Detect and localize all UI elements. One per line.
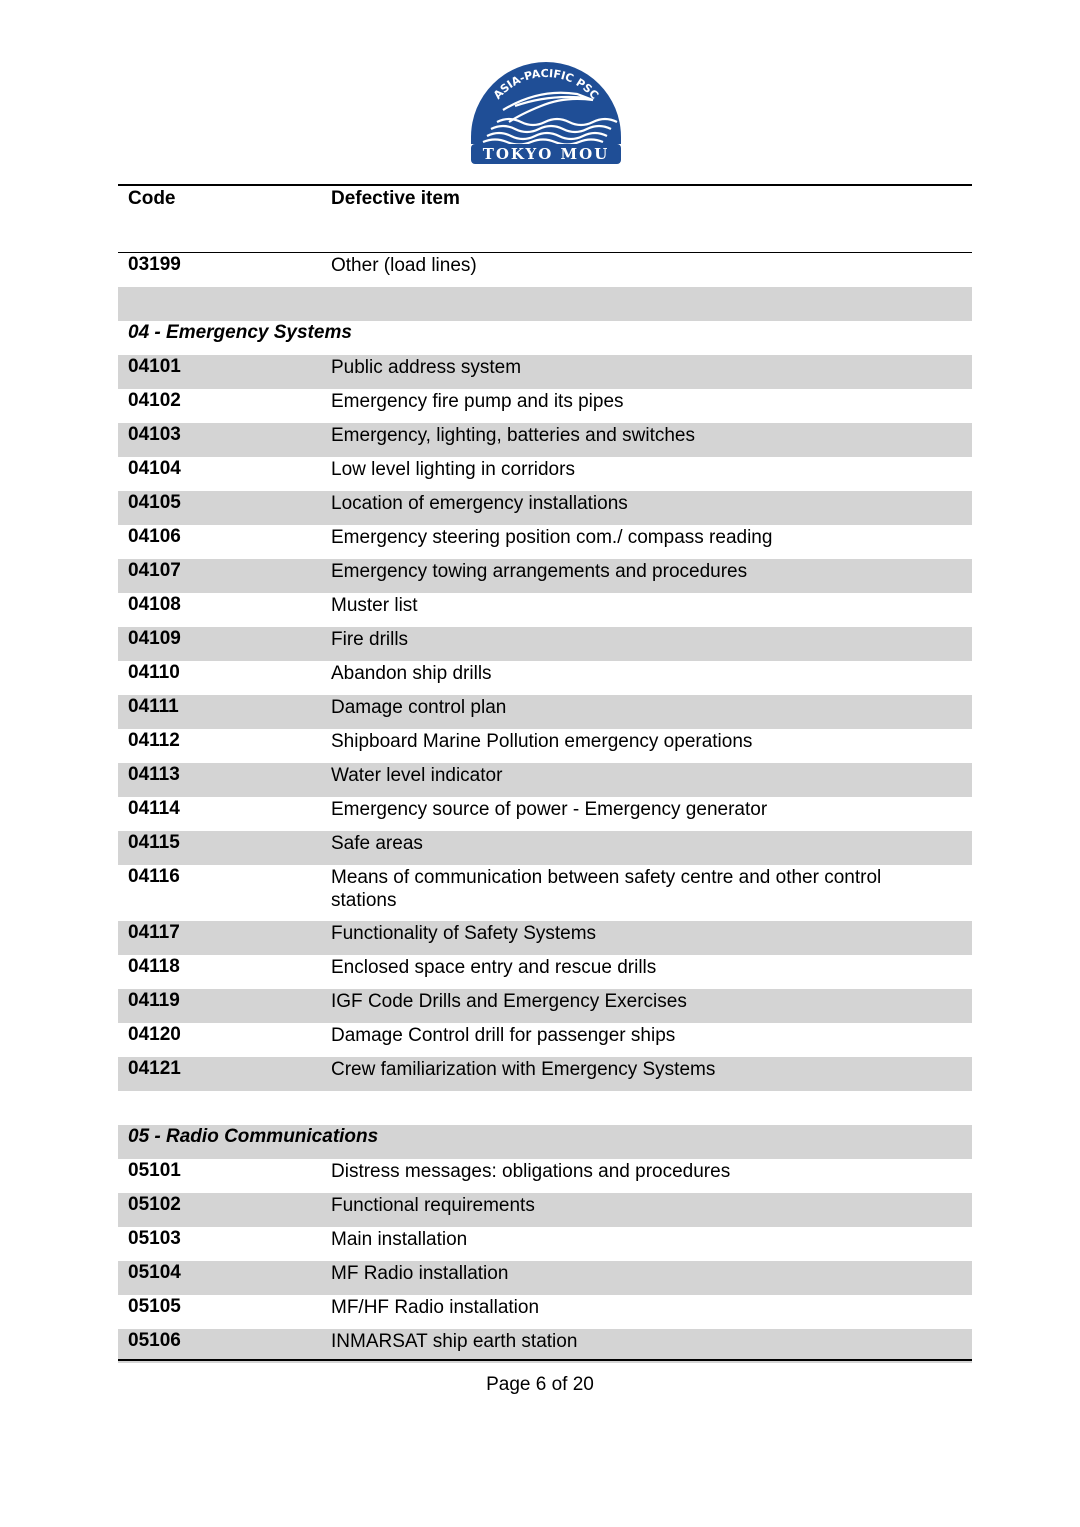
row-item: MF/HF Radio installation — [331, 1297, 540, 1318]
row-item: Functionality of Safety Systems — [331, 923, 597, 944]
table-row — [118, 627, 972, 661]
logo-band-text: TOKYO MOU — [482, 145, 610, 163]
row-item: Other (load lines) — [331, 255, 477, 276]
row-item: Location of emergency installations — [331, 493, 628, 514]
row-item: Abandon ship drills — [331, 663, 492, 684]
table-row — [118, 1193, 972, 1227]
section-row — [118, 1125, 972, 1159]
row-code: 04118 — [128, 956, 180, 977]
row-code: 04121 — [128, 1058, 181, 1079]
row-code: 05104 — [128, 1262, 181, 1283]
row-item: Emergency towing arrangements and procedures — [331, 561, 748, 582]
logo-arc-text: ASIA-PACIFIC PSC — [490, 66, 602, 102]
section-title-emergency-systems: 04 - Emergency Systems — [128, 322, 352, 343]
row-item: Crew familiarization with Emergency Systems — [331, 1059, 716, 1080]
row-item: Public address system — [331, 357, 522, 378]
row-code: 04107 — [128, 560, 181, 581]
table-row — [118, 729, 972, 763]
table-row — [118, 989, 972, 1023]
row-item: Low level lighting in corridors — [331, 459, 575, 480]
row-code: 05101 — [128, 1160, 181, 1181]
row-item: Safe areas — [331, 833, 423, 854]
table-row — [118, 253, 972, 287]
row-item: Enclosed space entry and rescue drills — [331, 957, 657, 978]
row-code: 04110 — [128, 662, 180, 683]
table-row — [118, 955, 972, 989]
table-row — [118, 1023, 972, 1057]
table-row — [118, 559, 972, 593]
table-row — [118, 1159, 972, 1193]
section-row — [118, 321, 972, 355]
row-code: 04119 — [128, 990, 180, 1011]
table-row — [118, 389, 972, 423]
table-row — [118, 763, 972, 797]
row-code: 04104 — [128, 458, 181, 479]
page-number: Page 6 of 20 — [486, 1374, 594, 1395]
row-item: Means of communication between safety centre and other control stations — [331, 867, 882, 911]
row-item: INMARSAT ship earth station — [331, 1331, 578, 1352]
row-code: 04109 — [128, 628, 181, 649]
row-code: 04103 — [128, 424, 181, 445]
table-header — [118, 186, 972, 252]
table-row — [118, 457, 972, 491]
table-row — [118, 865, 972, 921]
table-row — [118, 1227, 972, 1261]
table-row — [118, 593, 972, 627]
table-row — [118, 491, 972, 525]
row-code: 04108 — [128, 594, 181, 615]
row-code: 04120 — [128, 1024, 181, 1045]
table-row — [118, 1261, 972, 1295]
row-item: Emergency fire pump and its pipes — [331, 391, 624, 412]
table-row — [118, 661, 972, 695]
spacer-row — [118, 1091, 972, 1125]
row-code: 03199 — [128, 254, 181, 275]
table-row — [118, 355, 972, 389]
tokyo-mou-logo — [469, 60, 623, 166]
row-item: Distress messages: obligations and procedures — [331, 1161, 731, 1182]
table-row — [118, 1295, 972, 1329]
row-code: 05103 — [128, 1228, 181, 1249]
table-row — [118, 921, 972, 955]
row-code: 04114 — [128, 798, 180, 819]
spacer-row — [118, 287, 972, 321]
column-header-code: Code — [128, 188, 176, 209]
table-row — [118, 525, 972, 559]
row-item: Main installation — [331, 1229, 468, 1250]
row-item: Emergency source of power - Emergency generator — [331, 799, 768, 820]
row-item: Fire drills — [331, 629, 409, 650]
column-header-defective-item: Defective item — [331, 188, 460, 209]
row-code: 04111 — [128, 696, 179, 717]
row-code: 04112 — [128, 730, 180, 751]
row-item: IGF Code Drills and Emergency Exercises — [331, 991, 687, 1012]
row-code: 04102 — [128, 390, 181, 411]
row-item: MF Radio installation — [331, 1263, 509, 1284]
row-item: Functional requirements — [331, 1195, 535, 1216]
row-code: 04101 — [128, 356, 181, 377]
section-title-radio-communications: 05 - Radio Communications — [128, 1126, 379, 1147]
row-item: Shipboard Marine Pollution emergency operations — [331, 731, 753, 752]
row-code: 04115 — [128, 832, 180, 853]
row-code: 04105 — [128, 492, 181, 513]
table-row — [118, 797, 972, 831]
row-item: Emergency steering position com./ compass reading — [331, 527, 773, 548]
row-item: Emergency, lighting, batteries and switches — [331, 425, 695, 446]
row-item: Muster list — [331, 595, 418, 616]
row-code: 05102 — [128, 1194, 181, 1215]
row-code: 05106 — [128, 1330, 181, 1351]
row-item: Water level indicator — [331, 765, 503, 786]
row-code: 04117 — [128, 922, 180, 943]
table-row — [118, 695, 972, 729]
row-code: 04116 — [128, 866, 180, 887]
row-code: 04106 — [128, 526, 181, 547]
table-row — [118, 1057, 972, 1091]
table-row — [118, 1329, 972, 1363]
row-code: 05105 — [128, 1296, 181, 1317]
row-item: Damage control plan — [331, 697, 507, 718]
table-row — [118, 831, 972, 865]
table-bottom-rule — [118, 1359, 972, 1361]
table-row — [118, 423, 972, 457]
row-item: Damage Control drill for passenger ships — [331, 1025, 676, 1046]
row-code: 04113 — [128, 764, 180, 785]
